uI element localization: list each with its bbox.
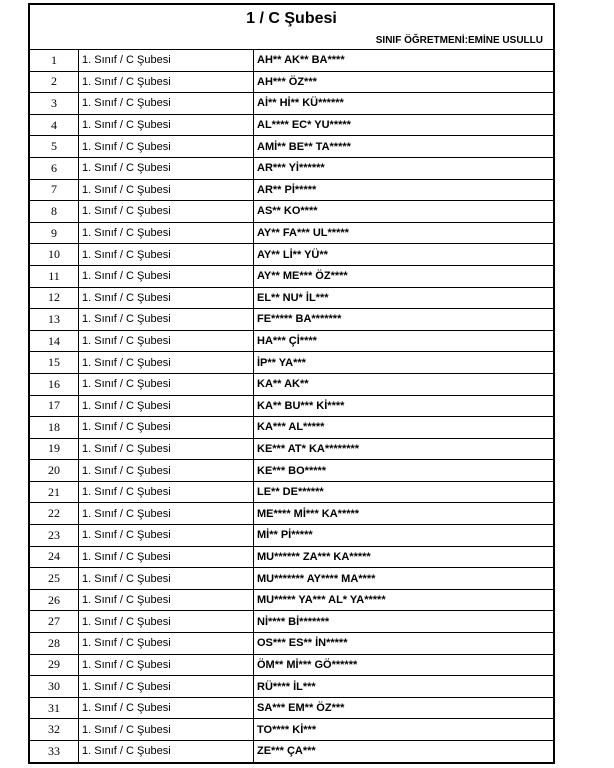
table-row <box>30 93 553 115</box>
table-row <box>30 373 553 395</box>
row-student-name: ÖM** Mİ*** GÖ****** <box>254 654 554 676</box>
row-class: 1. Sınıf / C Şubesi <box>79 287 254 309</box>
row-number: 16 <box>30 373 79 395</box>
row-class: 1. Sınıf / C Şubesi <box>79 460 254 482</box>
table-row <box>30 222 553 244</box>
row-class: 1. Sınıf / C Şubesi <box>79 719 254 741</box>
row-number: 3 <box>30 93 79 115</box>
teacher-label: SINIF ÖĞRETMENİ:EMİNE USULLU <box>375 35 543 46</box>
row-student-name: Nİ**** Bİ******* <box>254 611 554 633</box>
row-student-name: AR** Pİ***** <box>254 179 554 201</box>
table-row <box>30 546 553 568</box>
row-class: 1. Sınıf / C Şubesi <box>79 201 254 223</box>
row-class: 1. Sınıf / C Şubesi <box>79 50 254 72</box>
row-student-name: EL** NU* İL*** <box>254 287 554 309</box>
row-number: 25 <box>30 568 79 590</box>
row-class: 1. Sınıf / C Şubesi <box>79 244 254 266</box>
row-number: 9 <box>30 222 79 244</box>
row-number: 20 <box>30 460 79 482</box>
row-class: 1. Sınıf / C Şubesi <box>79 568 254 590</box>
row-student-name: ME**** Mİ*** KA***** <box>254 503 554 525</box>
table-row <box>30 395 553 417</box>
row-number: 28 <box>30 633 79 655</box>
table-row <box>30 741 553 762</box>
row-number: 8 <box>30 201 79 223</box>
row-student-name: HA*** Çİ**** <box>254 330 554 352</box>
row-class: 1. Sınıf / C Şubesi <box>79 503 254 525</box>
table-row <box>30 633 553 655</box>
row-student-name: MU******* AY**** MA**** <box>254 568 554 590</box>
row-number: 12 <box>30 287 79 309</box>
student-table <box>30 49 553 762</box>
table-row <box>30 589 553 611</box>
row-student-name: TO**** Kİ*** <box>254 719 554 741</box>
table-row <box>30 481 553 503</box>
table-row <box>30 417 553 439</box>
row-student-name: MU***** YA*** AL* YA***** <box>254 589 554 611</box>
row-class: 1. Sınıf / C Şubesi <box>79 438 254 460</box>
row-class: 1. Sınıf / C Şubesi <box>79 395 254 417</box>
table-row <box>30 201 553 223</box>
row-number: 23 <box>30 525 79 547</box>
table-row <box>30 676 553 698</box>
row-class: 1. Sınıf / C Şubesi <box>79 222 254 244</box>
row-number: 7 <box>30 179 79 201</box>
class-list-sheet <box>28 3 555 764</box>
row-class: 1. Sınıf / C Şubesi <box>79 114 254 136</box>
row-class: 1. Sınıf / C Şubesi <box>79 611 254 633</box>
table-row <box>30 71 553 93</box>
table-row <box>30 654 553 676</box>
row-student-name: AY** Lİ** YÜ** <box>254 244 554 266</box>
row-number: 1 <box>30 50 79 72</box>
row-student-name: KE*** BO***** <box>254 460 554 482</box>
row-student-name: KA** AK** <box>254 373 554 395</box>
row-number: 19 <box>30 438 79 460</box>
row-number: 29 <box>30 654 79 676</box>
row-class: 1. Sınıf / C Şubesi <box>79 93 254 115</box>
row-number: 21 <box>30 481 79 503</box>
table-row <box>30 503 553 525</box>
row-class: 1. Sınıf / C Şubesi <box>79 309 254 331</box>
row-number: 4 <box>30 114 79 136</box>
row-number: 22 <box>30 503 79 525</box>
student-table-body <box>30 50 553 762</box>
table-row <box>30 460 553 482</box>
table-row <box>30 114 553 136</box>
row-number: 30 <box>30 676 79 698</box>
row-class: 1. Sınıf / C Şubesi <box>79 481 254 503</box>
row-student-name: KE*** AT* KA******** <box>254 438 554 460</box>
row-class: 1. Sınıf / C Şubesi <box>79 417 254 439</box>
row-student-name: KA** BU*** Kİ**** <box>254 395 554 417</box>
row-number: 26 <box>30 589 79 611</box>
row-number: 6 <box>30 157 79 179</box>
row-number: 31 <box>30 697 79 719</box>
row-number: 33 <box>30 741 79 762</box>
row-number: 17 <box>30 395 79 417</box>
table-row <box>30 352 553 374</box>
row-number: 24 <box>30 546 79 568</box>
row-student-name: KA*** AL***** <box>254 417 554 439</box>
row-class: 1. Sınıf / C Şubesi <box>79 633 254 655</box>
table-row <box>30 265 553 287</box>
row-number: 18 <box>30 417 79 439</box>
table-row <box>30 157 553 179</box>
row-class: 1. Sınıf / C Şubesi <box>79 525 254 547</box>
row-student-name: AMİ** BE** TA***** <box>254 136 554 158</box>
row-student-name: AR*** Yİ****** <box>254 157 554 179</box>
row-class: 1. Sınıf / C Şubesi <box>79 373 254 395</box>
row-class: 1. Sınıf / C Şubesi <box>79 71 254 93</box>
row-class: 1. Sınıf / C Şubesi <box>79 741 254 762</box>
row-number: 27 <box>30 611 79 633</box>
row-class: 1. Sınıf / C Şubesi <box>79 352 254 374</box>
row-class: 1. Sınıf / C Şubesi <box>79 136 254 158</box>
table-row <box>30 179 553 201</box>
row-class: 1. Sınıf / C Şubesi <box>79 157 254 179</box>
row-student-name: ZE*** ÇA*** <box>254 741 554 762</box>
row-student-name: Aİ** Hİ** KÜ****** <box>254 93 554 115</box>
row-class: 1. Sınıf / C Şubesi <box>79 546 254 568</box>
table-row <box>30 330 553 352</box>
row-number: 11 <box>30 265 79 287</box>
row-student-name: OS*** ES** İN***** <box>254 633 554 655</box>
table-row <box>30 309 553 331</box>
table-row <box>30 287 553 309</box>
row-class: 1. Sınıf / C Şubesi <box>79 330 254 352</box>
row-student-name: RÜ**** İL*** <box>254 676 554 698</box>
row-student-name: AY** FA*** UL***** <box>254 222 554 244</box>
row-student-name: AH** AK** BA**** <box>254 50 554 72</box>
row-number: 10 <box>30 244 79 266</box>
row-number: 14 <box>30 330 79 352</box>
row-class: 1. Sınıf / C Şubesi <box>79 676 254 698</box>
table-row <box>30 719 553 741</box>
row-student-name: MU****** ZA*** KA***** <box>254 546 554 568</box>
row-class: 1. Sınıf / C Şubesi <box>79 589 254 611</box>
table-row <box>30 244 553 266</box>
row-student-name: AY** ME*** ÖZ**** <box>254 265 554 287</box>
table-row <box>30 50 553 72</box>
table-row <box>30 611 553 633</box>
row-student-name: AH*** ÖZ*** <box>254 71 554 93</box>
row-class: 1. Sınıf / C Şubesi <box>79 697 254 719</box>
row-student-name: AL**** EC* YU***** <box>254 114 554 136</box>
row-student-name: İP** YA*** <box>254 352 554 374</box>
row-class: 1. Sınıf / C Şubesi <box>79 179 254 201</box>
row-student-name: LE** DE****** <box>254 481 554 503</box>
table-row <box>30 136 553 158</box>
row-student-name: FE***** BA******* <box>254 309 554 331</box>
row-student-name: AS** KO**** <box>254 201 554 223</box>
table-row <box>30 697 553 719</box>
table-row <box>30 438 553 460</box>
row-class: 1. Sınıf / C Şubesi <box>79 265 254 287</box>
row-number: 5 <box>30 136 79 158</box>
row-number: 15 <box>30 352 79 374</box>
row-class: 1. Sınıf / C Şubesi <box>79 654 254 676</box>
row-number: 2 <box>30 71 79 93</box>
row-number: 32 <box>30 719 79 741</box>
row-student-name: SA*** EM** ÖZ*** <box>254 697 554 719</box>
row-student-name: Mİ** Pİ***** <box>254 525 554 547</box>
table-row <box>30 525 553 547</box>
table-row <box>30 568 553 590</box>
sheet-title: 1 / C Şubesi <box>246 10 337 27</box>
row-number: 13 <box>30 309 79 331</box>
